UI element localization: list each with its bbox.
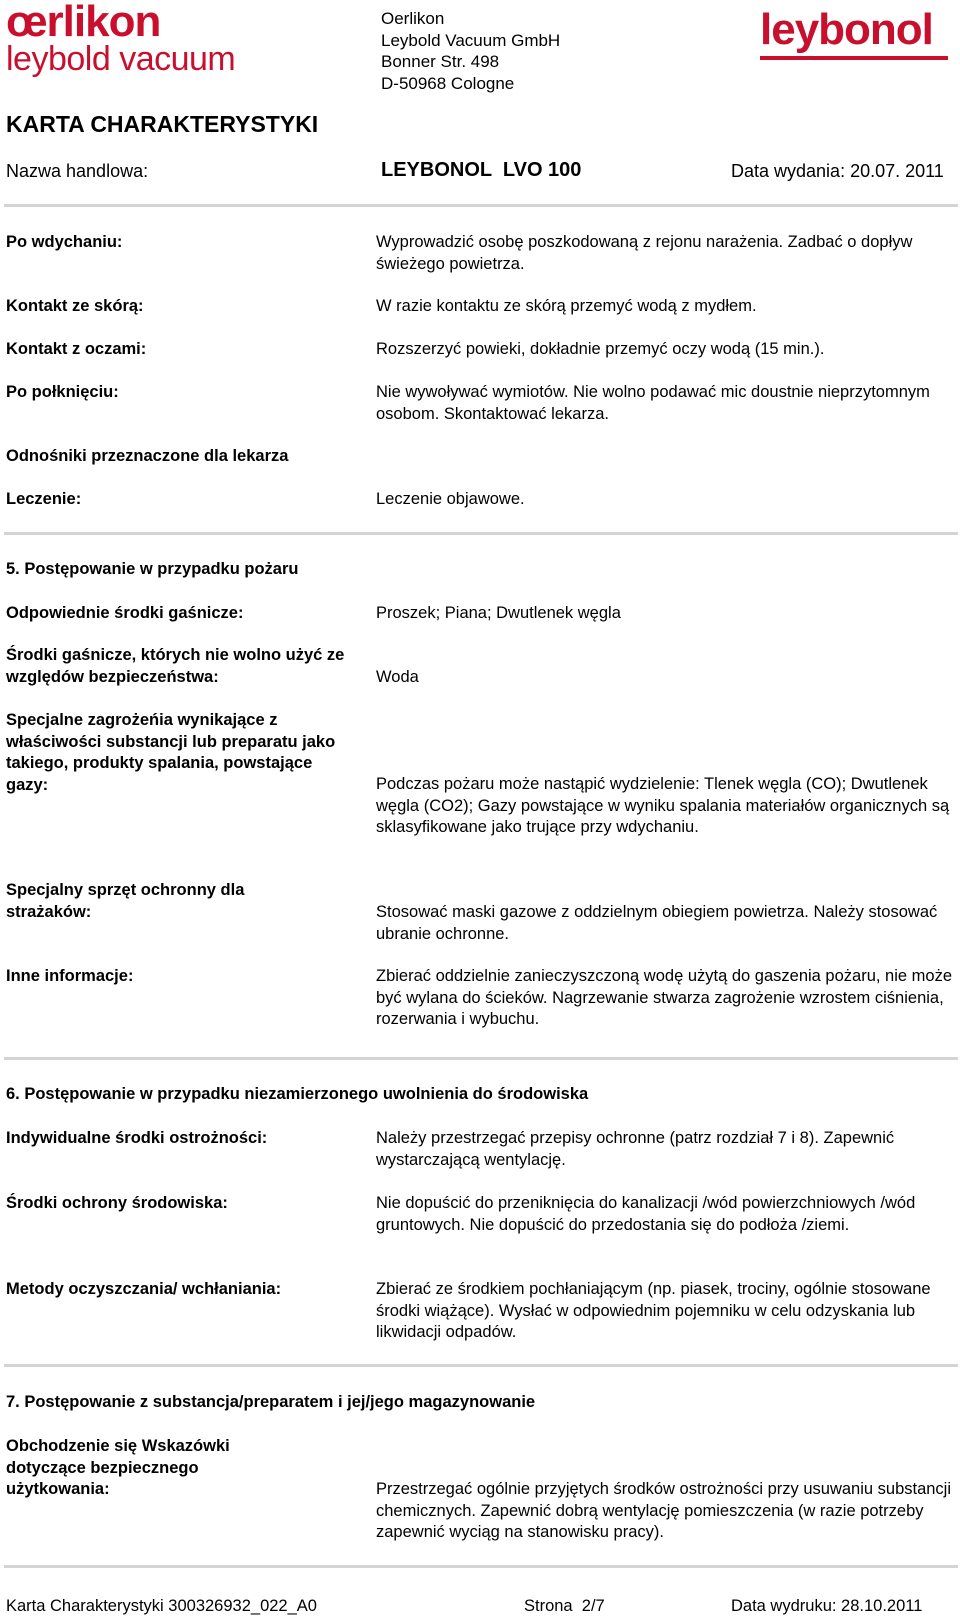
address-line: Oerlikon bbox=[381, 9, 445, 28]
personal-precautions-label: Indywidualne środki ostrożności: bbox=[6, 1129, 268, 1147]
doctor-notes-heading: Odnośniki przeznaczone dla lekarza bbox=[6, 447, 289, 465]
treatment-label: Leczenie: bbox=[6, 490, 82, 508]
firefighter-equipment-value: Stosować maski gazowe z oddzielnym obiegiem powietrza. Należy stosować ubranie ochronne. bbox=[376, 903, 938, 943]
section-divider bbox=[4, 532, 958, 535]
treatment-value: Leczenie objawowe. bbox=[376, 490, 525, 508]
oerlikon-logo-text: œrlikon bbox=[6, 0, 161, 46]
eye-contact-label: Kontakt z oczami: bbox=[6, 340, 147, 358]
trade-name-label: Nazwa handlowa: bbox=[6, 161, 149, 181]
inhalation-value: Wyprowadzić osobę poszkodowaną z rejonu narażenia. Zadbać o dopływ świeżego powietrza. bbox=[376, 233, 913, 273]
section-6-title: 6. Postępowanie w przypadku niezamierzonego uwolnienia do środowiska bbox=[6, 1085, 589, 1103]
safe-handling-value: Przestrzegać ogólnie przyjętych środków ostrożności przy usuwaniu substancji chemicznych. Zapewnić dobrą wentylację pomieszczenia (w razie potrzeby zapewnić wyciąg na stanowisku pracy). bbox=[376, 1480, 952, 1541]
page-number: Strona 2/7 bbox=[524, 1597, 605, 1615]
special-hazards-label: Specjalne zagrożeńia wynikające z właściwości substancji lub preparatu jako takiego, produkty spalania, powstające gazy: bbox=[6, 711, 336, 794]
unsuitable-extinguishing-label: Środki gaśnicze, których nie wolno użyć ze względów bezpieczeństwa: bbox=[6, 646, 345, 686]
ingestion-label: Po połknięciu: bbox=[6, 383, 119, 401]
section-divider bbox=[4, 1057, 958, 1060]
section-divider bbox=[4, 1364, 958, 1367]
eye-contact-value: Rozszerzyć powieki, dokładnie przemyć oczy wodą (15 min.). bbox=[376, 340, 825, 358]
inhalation-label: Po wdychaniu: bbox=[6, 233, 123, 251]
other-information-label: Inne informacje: bbox=[6, 967, 134, 985]
print-date: Data wydruku: 28.10.2011 bbox=[731, 1597, 923, 1615]
section-5-title: 5. Postępowanie w przypadku pożaru bbox=[6, 560, 299, 578]
trade-name-value: LEYBONOL LVO 100 bbox=[381, 159, 582, 181]
leybonol-logo: leybonol bbox=[760, 6, 948, 60]
suitable-extinguishing-value: Proszek; Piana; Dwutlenek węgla bbox=[376, 604, 621, 622]
skin-contact-value: W razie kontaktu ze skórą przemyć wodą z mydłem. bbox=[376, 297, 757, 315]
other-information-value: Zbierać oddzielnie zanieczyszczoną wodę użytą do gaszenia pożaru, nie może być wylana do ścieków. Nagrzewanie stwarza zagrożenie wzrostem ciśnienia, rozerwania i wybuchu. bbox=[376, 967, 952, 1028]
cleanup-methods-label: Metody oczyszczania/ wchłaniania: bbox=[6, 1280, 282, 1298]
ingestion-value: Nie wywoływać wymiotów. Nie wolno podawać mic doustnie nieprzytomnym osobom. Skontaktować lekarza. bbox=[376, 383, 930, 423]
safe-handling-label: Obchodzenie się Wskazówki dotyczące bezpiecznego użytkowania: bbox=[6, 1437, 230, 1498]
section-divider bbox=[4, 204, 958, 207]
unsuitable-extinguishing-value: Woda bbox=[376, 668, 419, 686]
suitable-extinguishing-label: Odpowiednie środki gaśnicze: bbox=[6, 604, 244, 622]
footer-divider bbox=[4, 1565, 958, 1568]
environmental-precautions-label: Środki ochrony środowiska: bbox=[6, 1194, 228, 1212]
document-reference: Karta Charakterystyki 300326932_022_A0 bbox=[6, 1597, 317, 1615]
environmental-precautions-value: Nie dopuścić do przeniknięcia do kanalizacji /wód powierzchniowych /wód gruntowych. Nie dopuścić do przedostania się do podłoża /ziemi. bbox=[376, 1194, 916, 1234]
address-line: D-50968 Cologne bbox=[381, 73, 515, 93]
cleanup-methods-value: Zbierać ze środkiem pochłaniającym (np. piasek, trociny, ogólnie stosowane środki wiążące). Wysłać w odpowiednim pojemniku w celu odzyskania lub likwidacji odpadów. bbox=[376, 1280, 931, 1341]
firefighter-equipment-label: Specjalny sprzęt ochronny dla strażaków: bbox=[6, 881, 245, 921]
section-7-title: 7. Postępowanie z substancja/preparatem i jej/jego magazynowanie bbox=[6, 1393, 536, 1411]
skin-contact-label: Kontakt ze skórą: bbox=[6, 297, 144, 315]
leybold-vacuum-logo-text: leybold vacuum bbox=[6, 40, 236, 78]
document-title: KARTA CHARAKTERYSTYKI bbox=[6, 111, 319, 137]
address-line: Leybold Vacuum GmbH bbox=[381, 30, 561, 50]
special-hazards-value: Podczas pożaru może nastąpić wydzielenie: Tlenek węgla (CO); Dwutlenek węgla (CO2); Gazy powstające w wyniku spalania materiałów organicznych są sklasyfikowane jako trujące przy wdychaniu. bbox=[376, 775, 950, 836]
company-address bbox=[381, 8, 560, 94]
issue-date: Data wydania: 20.07. 2011 bbox=[731, 161, 944, 181]
oerlikon-leybold-logo bbox=[6, 0, 235, 76]
address-line: Bonner Str. 498 bbox=[381, 52, 500, 71]
personal-precautions-value: Należy przestrzegać przepisy ochronne (patrz rozdział 7 i 8). Zapewnić wystarczającą wentylację. bbox=[376, 1129, 895, 1169]
